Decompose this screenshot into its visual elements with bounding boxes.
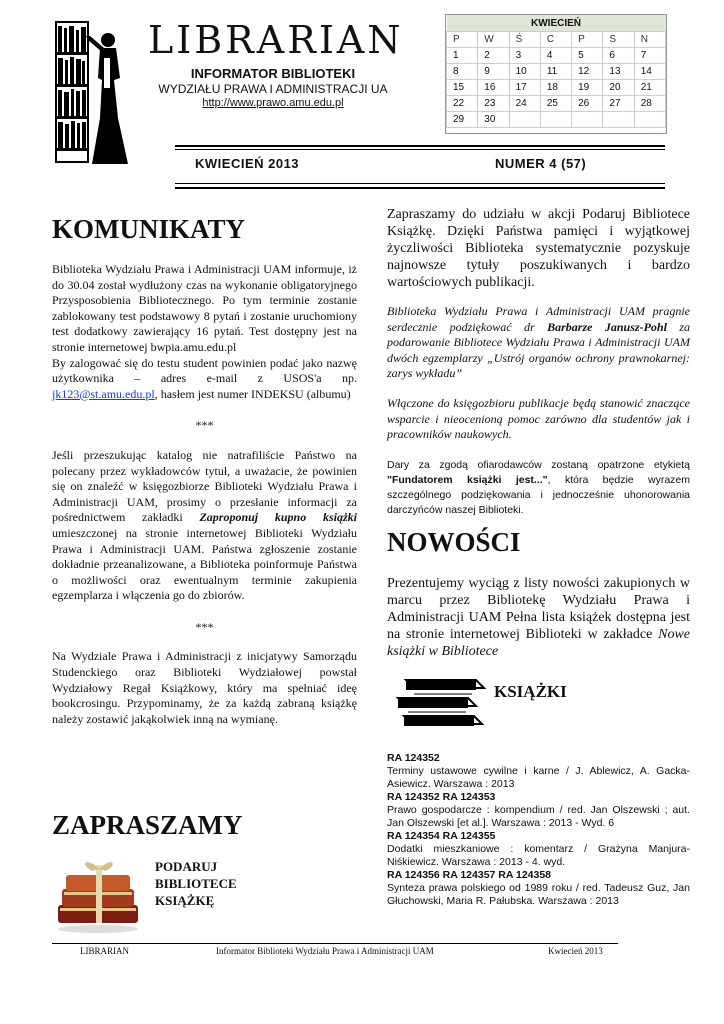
librarian-illustration bbox=[48, 18, 138, 168]
text-span: , która będzie wyrazem szczególnego podziękowania i jednocześnie uhonorowania darczyńców naszej Biblioteki. bbox=[387, 474, 690, 516]
calendar-day-label: S bbox=[603, 32, 634, 48]
text-span: Dary za zgodą ofiarodawców zostaną opatrzone etykietą bbox=[387, 459, 690, 471]
calendar-date bbox=[603, 112, 634, 128]
calendar-date: 22 bbox=[447, 96, 478, 112]
calendar-date: 8 bbox=[447, 64, 478, 80]
nowosci-heading: NOWOŚCI bbox=[387, 527, 521, 557]
calendar-day-label: C bbox=[540, 32, 571, 48]
calendar-date bbox=[634, 112, 665, 128]
book-signature: RA 124354 RA 124355 bbox=[387, 830, 496, 842]
gift-books-label bbox=[155, 858, 237, 909]
donation-intro: Zapraszamy do udziału w akcji Podaruj Bibliotece Książkę. Dzięki Państwa pamięci i wyjątkowej życzliwości Biblioteka systematycznie pozyskuje najnowsze tytuły poszukiwanych i bardzo wartościowych publikacji. bbox=[387, 207, 690, 290]
calendar-date: 3 bbox=[509, 48, 540, 64]
masthead-url-link[interactable]: http://www.prawo.amu.edu.pl bbox=[202, 97, 344, 109]
komunikaty-heading: KOMUNIKATY bbox=[52, 214, 245, 244]
calendar-date: 19 bbox=[572, 80, 603, 96]
calendar-date: 1 bbox=[447, 48, 478, 64]
calendar-date: 14 bbox=[634, 64, 665, 80]
calendar-date: 4 bbox=[540, 48, 571, 64]
text-span: Prezentujemy wyciąg z listy nowości zakupionych w marcu przez Bibliotekę Wydziału Prawa i Administracji UAM Pełna lista książek dostępna jest na stronie internetowej Biblioteki w zakładce bbox=[387, 576, 690, 642]
calendar-date: 17 bbox=[509, 80, 540, 96]
label-bold: "Fundatorem książki jest..." bbox=[387, 474, 548, 486]
calendar-date: 24 bbox=[509, 96, 540, 112]
calendar-date bbox=[572, 112, 603, 128]
book-entry bbox=[387, 830, 690, 869]
calendar-date: 30 bbox=[478, 112, 509, 128]
komunikaty-paragraph bbox=[52, 448, 357, 604]
calendar-date bbox=[509, 112, 540, 128]
text-span: za podarowanie Bibliotece Wydziału Prawa i Administracji UAM dwóch egzemplarzy „Ustrój organów ochrony prawnokarnej: zarys wykładu” bbox=[387, 319, 690, 381]
calendar-day-label: N bbox=[634, 32, 665, 48]
text-span: , hasłem jest numer INDEKSU (albumu) bbox=[154, 386, 351, 401]
book-description: Synteza prawa polskiego od 1989 roku / red. Tadeusz Guz, Jan Głuchowski, Maria R. Pałubska. Warszawa : 2013 bbox=[387, 882, 690, 907]
issue-date: KWIECIEŃ 2013 bbox=[195, 156, 300, 171]
calendar-month: KWIECIEŃ bbox=[447, 15, 666, 32]
calendar-widget bbox=[445, 14, 667, 134]
calendar-day-label: P bbox=[447, 32, 478, 48]
calendar-date: 28 bbox=[634, 96, 665, 112]
calendar-date: 16 bbox=[478, 80, 509, 96]
masthead-title: LIBRARIAN bbox=[148, 18, 404, 62]
included-paragraph: Włączone do księgozbioru publikacje będą stanowić znaczące wsparcie i nieocenioną pomoc zarówno dla studentów jak i pracowników naukowych. bbox=[387, 396, 690, 442]
emphasis-text: Zaproponuj kupno książki bbox=[199, 510, 357, 525]
calendar-date: 11 bbox=[540, 64, 571, 80]
book-entry bbox=[387, 791, 690, 830]
thanks-paragraph bbox=[387, 304, 690, 382]
calendar-date: 23 bbox=[478, 96, 509, 112]
calendar-date: 21 bbox=[634, 80, 665, 96]
komunikaty-body bbox=[52, 262, 357, 727]
calendar-date: 18 bbox=[540, 80, 571, 96]
books-stack-icon bbox=[392, 672, 490, 734]
calendar-date: 9 bbox=[478, 64, 509, 80]
text-span: By zalogować się do testu student powinien podać jako nazwę użytkownika – adres e-mail z USOS'a np. bbox=[52, 355, 357, 386]
calendar-date: 2 bbox=[478, 48, 509, 64]
footer-center: Informator Biblioteki Wydziału Prawa i Administracji UAM bbox=[216, 946, 434, 956]
header-rule-bottom bbox=[175, 187, 665, 189]
komunikaty-paragraph: Biblioteka Wydziału Prawa i Administracji UAM informuje, iż do 30.04 został wydłużony czas na wykonanie obligatoryjnego Przysposobienia Bibliotecznego. Po tym terminie zostanie zablokowany test podstawowy 8 pytań i zostanie uruchomiony test dodatkowy zawierający 16 pytań. Test dostępny jest na stronie internetowej bwpia.amu.edu.pl bbox=[52, 262, 357, 354]
books-label: KSIĄŻKI bbox=[494, 682, 567, 701]
calendar-day-label: Ś bbox=[509, 32, 540, 48]
books-list bbox=[387, 752, 690, 908]
calendar-date: 26 bbox=[572, 96, 603, 112]
text-span: Jeśli przeszukując katalog nie natrafiliście Państwo na polecany przez wykładowców tytuł, a uważacie, że powinien się on znaleźć w księgozbiorze Biblioteki Wydziału Prawa i Administracji UAM, prosimy o przesłanie informacji za pośrednictwem zakładki bbox=[52, 447, 357, 525]
book-description: Prawo gospodarcze : kompendium / red. Jan Olszewski ; aut. Jan Olszewski [et al.]. Warszawa : 2013 - Wyd. 6 bbox=[387, 804, 690, 829]
calendar-date: 13 bbox=[603, 64, 634, 80]
header-rule-bottom-thin bbox=[175, 183, 665, 184]
issue-number: NUMER 4 (57) bbox=[495, 156, 587, 171]
donor-name: Barbarze Janusz-Pohl bbox=[547, 319, 667, 334]
book-entry bbox=[387, 752, 690, 791]
calendar-day-label: P bbox=[572, 32, 603, 48]
calendar-date: 7 bbox=[634, 48, 665, 64]
book-entry bbox=[387, 869, 690, 908]
gift-line: KSIĄŻKĘ bbox=[155, 893, 215, 908]
calendar-day-label: W bbox=[478, 32, 509, 48]
komunikaty-paragraph bbox=[52, 356, 357, 403]
calendar-date: 5 bbox=[572, 48, 603, 64]
zapraszamy-heading: ZAPRASZAMY bbox=[52, 810, 243, 840]
nowosci-intro bbox=[387, 575, 690, 660]
footer-left: LIBRARIAN bbox=[80, 946, 129, 956]
separator-stars: *** bbox=[195, 619, 214, 634]
calendar-date: 10 bbox=[509, 64, 540, 80]
calendar-date: 20 bbox=[603, 80, 634, 96]
separator-stars: *** bbox=[195, 418, 214, 433]
book-signature: RA 124356 RA 124357 RA 124358 bbox=[387, 869, 552, 881]
footer-rule bbox=[52, 943, 618, 944]
footer-right: Kwiecień 2013 bbox=[548, 946, 603, 956]
calendar-date: 27 bbox=[603, 96, 634, 112]
book-signature: RA 124352 RA 124353 bbox=[387, 791, 496, 803]
masthead-faculty: WYDZIAŁU PRAWA I ADMINISTRACJI UA bbox=[158, 82, 388, 96]
book-description: Dodatki mieszkaniowe : komentarz / Grażyna Manjura-Niśkiewicz. Warszawa : 2013 - 4. wyd. bbox=[387, 843, 690, 868]
masthead-subtitle: INFORMATOR BIBLIOTEKI bbox=[190, 66, 356, 81]
calendar-date: 25 bbox=[540, 96, 571, 112]
calendar-date bbox=[540, 112, 571, 128]
header-rule-top-thin bbox=[175, 149, 665, 150]
label-paragraph bbox=[387, 458, 690, 518]
header-rule-top bbox=[175, 145, 665, 147]
calendar-date: 6 bbox=[603, 48, 634, 64]
email-link[interactable]: jk123@st.amu.edu.pl bbox=[52, 386, 155, 401]
nowosci-link-text: Nowe książki w Bibliotece bbox=[387, 627, 690, 659]
book-signature: RA 124352 bbox=[387, 752, 440, 764]
book-description: Terminy ustawowe cywilne i karne / J. Ablewicz, A. Gacka-Asiewicz. Warszawa : 2013 bbox=[387, 765, 690, 790]
gift-line: PODARUJ bbox=[155, 859, 218, 874]
text-span: Biblioteka Wydziału Prawa i Administracji UAM pragnie serdecznie podziękować dr bbox=[387, 304, 690, 334]
text-span: umieszczonej na stronie internetowej Biblioteki Wydziału Prawa i Administracji UAM. Państwa zgłoszenie zostanie dokładnie przeanalizowane, a Biblioteka poinformuje Państwa o możliwości oraz ewentualnym terminie zakupienia egzemplarza i włączenia go do zbiorów. bbox=[52, 525, 357, 603]
calendar-date: 29 bbox=[447, 112, 478, 128]
gift-books-icon bbox=[52, 855, 144, 935]
calendar-date: 15 bbox=[447, 80, 478, 96]
komunikaty-paragraph: Na Wydziale Prawa i Administracji z inicjatywy Samorządu Studenckiego oraz Biblioteki Wydziałowej powstał Wydziałowy Regał Książkowy, który ma spełniać ideę bookcrosingu. Przypominamy, że za każdą zabraną książkę należy zostawić jakąkolwiek inną na wymianę. bbox=[52, 649, 357, 726]
gift-line: BIBLIOTECE bbox=[155, 876, 237, 891]
calendar-date: 12 bbox=[572, 64, 603, 80]
